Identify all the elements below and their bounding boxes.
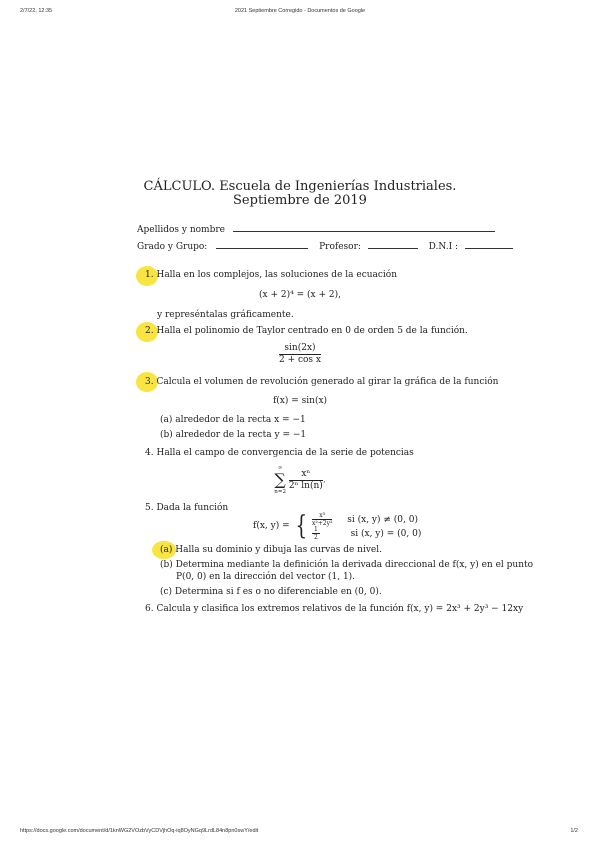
question-6: 6. Calcula y clasifica los extremos relativos de la función f(x, y) = 2x³ + 2y³ − 12xy — [145, 604, 524, 614]
q5-part-b-cont: P(0, 0) en la dirección del vector (1, 1). — [176, 572, 356, 582]
q4-formula: ∞ ∑ n=2 $\frac{\text{xⁿ}}{\text{2ⁿ ln(n)}}$ . — [274, 465, 326, 495]
q5-part-a: (a) Halla su dominio y dibuja las curvas de nivel. — [160, 545, 382, 555]
q5-piecewise: f(x, y) = { $\frac{\text{x³}}{\text{x²+2y²}}$ si (x, y) ≠ (0, 0) $\frac{1}{2}$ si (x, y) = (0, 0) — [253, 511, 422, 541]
q3-part-a: (a) alrededor de la recta x = −1 — [160, 415, 306, 425]
print-page-number: 1/2 — [570, 828, 578, 834]
question-1: 1. Halla en los complejos, las soluciones de la ecuación — [145, 270, 398, 280]
q5-part-c: (c) Determina si f es o no diferenciable en (0, 0). — [160, 587, 382, 597]
q5-part-b: (b) Determina mediante la definición la derivada direccional de f(x, y) en el punto — [160, 560, 534, 570]
group-blank — [216, 247, 308, 249]
q3-formula: f(x) = sin(x) — [272, 396, 328, 406]
name-blank — [233, 230, 495, 232]
q1-formula: (x + 2)⁴ = (x + 2), — [259, 290, 341, 300]
q3-part-b: (b) alrededor de la recta y = −1 — [160, 430, 307, 440]
name-field-row: Apellidos y nombre — [137, 225, 495, 235]
exam-title: CÁLCULO. Escuela de Ingenierías Industriales. Septiembre de 2019 — [143, 179, 457, 208]
print-doc-title: 2021 Septiembre Corregido - Documentos de Google — [234, 8, 366, 14]
print-datetime: 2/7/22, 12:35 — [20, 8, 53, 14]
dni-blank — [465, 247, 513, 249]
prof-blank — [368, 247, 418, 249]
question-5: 5. Dada la función — [145, 503, 229, 513]
question-2: 2. Halla el polinomio de Taylor centrado en 0 de orden 5 de la función. — [145, 326, 468, 336]
q1-after: y represéntalas gráficamente. — [157, 310, 294, 320]
question-4: 4. Halla el campo de convergencia de la serie de potencias — [145, 448, 414, 458]
group-field-row: Grado y Grupo: Profesor: D.N.I : — [137, 242, 513, 252]
q2-formula: $\frac{\sin(2x)}{\text{2 + cos x}}$ — [278, 343, 321, 365]
question-3: 3. Calcula el volumen de revolución generado al girar la gráfica de la función — [145, 377, 499, 387]
print-url: https://docs.google.com/document/d/1knWG2VOzbVyCDVjhOq-iq8OyNGq9LrdL84n8pn0swY/edit — [20, 828, 259, 834]
